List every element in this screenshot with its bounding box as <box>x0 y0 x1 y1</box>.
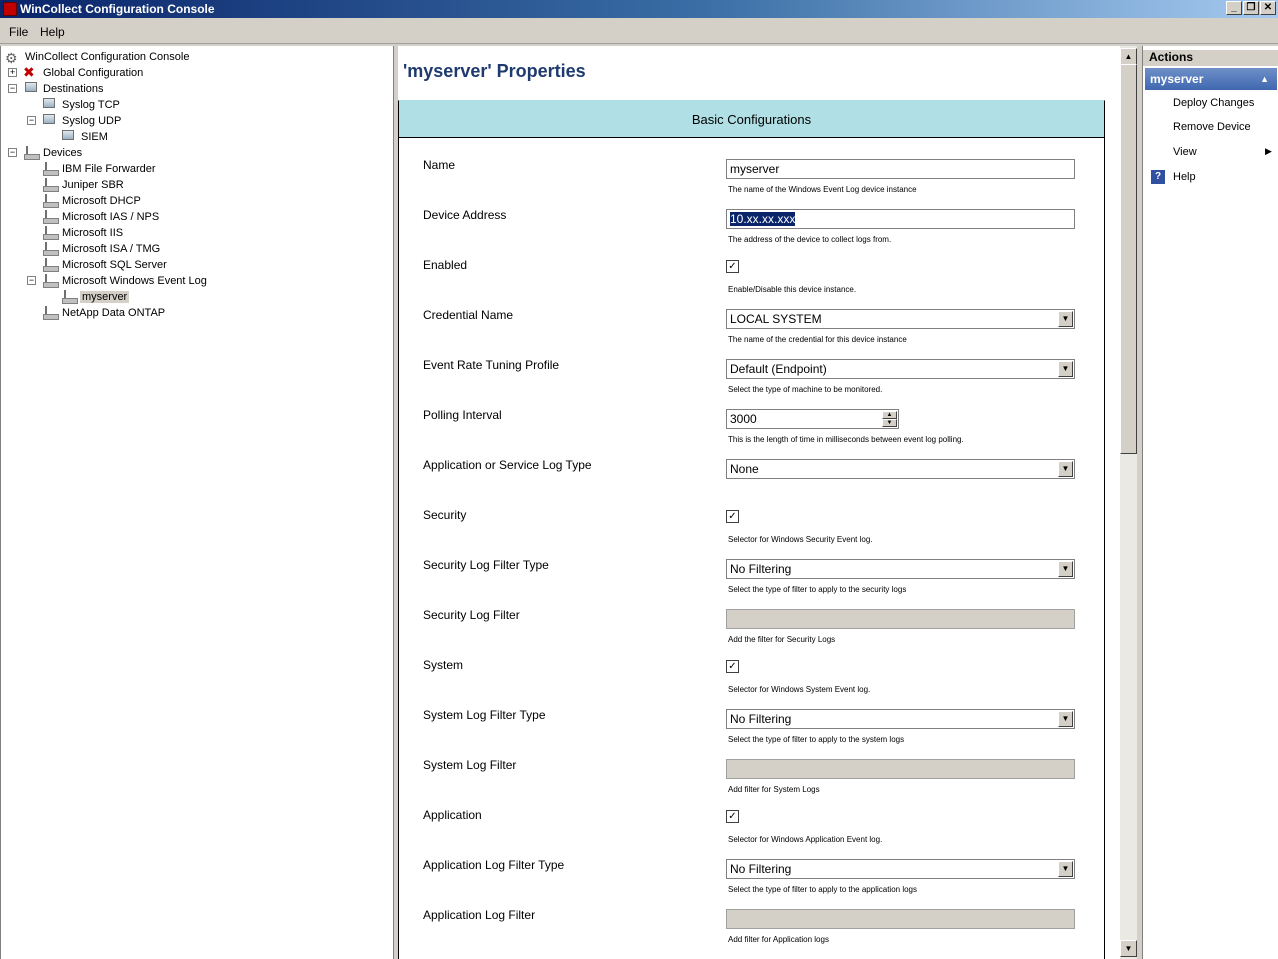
polling-stepper[interactable] <box>726 409 899 429</box>
spin-down-icon[interactable]: ▼ <box>882 419 897 427</box>
device-icon <box>43 210 59 224</box>
system-checkbox[interactable]: ✓ <box>726 660 739 673</box>
polling-value: 3000 <box>730 412 757 426</box>
enabled-label: Enabled <box>423 258 468 272</box>
properties-panel <box>398 46 1120 959</box>
polling-label: Polling Interval <box>423 408 502 422</box>
security-label: Security <box>423 508 467 522</box>
security-filter-type-label: Security Log Filter Type <box>423 558 549 572</box>
security-filter-type-select[interactable] <box>726 559 1075 579</box>
collapse-icon[interactable]: − <box>9 147 16 157</box>
page-title: 'myserver' Properties <box>403 61 586 81</box>
polling-help: This is the length of time in milliseconds between event log polling. <box>728 435 964 444</box>
application-filter-help: Add filter for Application logs <box>728 935 829 944</box>
view-action[interactable]: View <box>1173 146 1197 158</box>
collapse-icon[interactable]: − <box>9 83 16 93</box>
device-icon <box>43 242 59 256</box>
credential-help: The name of the credential for this device instance <box>728 335 907 344</box>
application-filter-input[interactable] <box>726 909 1075 929</box>
monitor-icon <box>43 98 55 108</box>
application-checkbox[interactable]: ✓ <box>726 810 739 823</box>
section-header: Basic Configurations <box>398 100 1105 138</box>
actions-subheader-label: myserver <box>1150 72 1204 86</box>
enabled-checkbox[interactable]: ✓ <box>726 260 739 273</box>
spin-buttons[interactable] <box>882 411 897 427</box>
credential-value: LOCAL SYSTEM <box>730 312 822 326</box>
submenu-arrow-icon: ▶ <box>1265 146 1272 156</box>
chevron-down-icon[interactable]: ▼ <box>1058 311 1073 327</box>
system-label: System <box>423 658 464 672</box>
security-filter-type-value: No Filtering <box>730 562 792 576</box>
device-icon <box>43 162 59 176</box>
spin-up-icon[interactable]: ▲ <box>882 411 897 419</box>
application-filter-type-label: Application Log Filter Type <box>423 858 565 872</box>
chevron-down-icon[interactable]: ▼ <box>1058 711 1073 727</box>
chevron-down-icon[interactable]: ▼ <box>1058 861 1073 877</box>
menu-file[interactable]: File <box>9 25 29 39</box>
gear-icon: ⚙ <box>5 50 18 66</box>
security-help: Selector for Windows Security Event log. <box>728 535 873 544</box>
scroll-thumb[interactable] <box>1120 64 1137 454</box>
help-icon: ? <box>1151 170 1165 184</box>
enabled-help: Enable/Disable this device instance. <box>728 285 857 294</box>
tuning-label: Event Rate Tuning Profile <box>423 358 560 372</box>
app-service-value: None <box>730 462 759 476</box>
security-filter-input[interactable] <box>726 609 1075 629</box>
help-action[interactable]: Help <box>1173 171 1196 183</box>
application-filter-type-value: No Filtering <box>730 862 792 876</box>
menu-bar <box>0 20 1278 44</box>
device-icon <box>24 146 40 160</box>
device-icon <box>62 290 78 304</box>
restore-button[interactable]: ❐ <box>1243 1 1259 15</box>
system-filter-type-help: Select the type of filter to apply to the system logs <box>728 735 905 744</box>
system-filter-help: Add filter for System Logs <box>728 785 820 794</box>
minimize-button[interactable]: _ <box>1226 1 1242 15</box>
system-help: Selector for Windows System Event log. <box>728 685 871 694</box>
expand-icon[interactable]: + <box>9 67 16 77</box>
monitor-icon <box>43 114 55 124</box>
actions-subheader[interactable] <box>1145 68 1277 90</box>
device-icon <box>43 274 59 288</box>
system-filter-label: System Log Filter <box>423 758 517 772</box>
application-help: Selector for Windows Application Event log. <box>728 835 883 844</box>
window-title: WinCollect Configuration Console <box>20 2 215 16</box>
application-filter-type-help: Select the type of filter to apply to the application logs <box>728 885 918 894</box>
close-button[interactable]: ✕ <box>1260 1 1276 15</box>
chevron-down-icon[interactable]: ▼ <box>1058 561 1073 577</box>
monitor-icon <box>62 130 74 140</box>
title-bar <box>0 0 1278 18</box>
tuning-select[interactable] <box>726 359 1075 379</box>
scroll-down-icon[interactable]: ▼ <box>1120 940 1137 957</box>
system-filter-type-value: No Filtering <box>730 712 792 726</box>
collapse-icon[interactable]: − <box>28 115 35 125</box>
application-label: Application <box>423 808 482 822</box>
name-label: Name <box>423 158 456 172</box>
device-icon <box>43 258 59 272</box>
security-filter-type-help: Select the type of filter to apply to the security logs <box>728 585 907 594</box>
tuning-value: Default (Endpoint) <box>730 362 827 376</box>
monitor-icon <box>25 82 37 92</box>
collapse-icon[interactable]: − <box>28 275 35 285</box>
device-icon <box>43 178 59 192</box>
system-filter-input[interactable] <box>726 759 1075 779</box>
device-icon <box>43 306 59 320</box>
name-input[interactable]: myserver <box>726 159 1075 179</box>
system-filter-type-select[interactable] <box>726 709 1075 729</box>
security-filter-help: Add the filter for Security Logs <box>728 635 836 644</box>
application-filter-type-select[interactable] <box>726 859 1075 879</box>
menu-help[interactable]: Help <box>40 25 65 39</box>
name-help: The name of the Windows Event Log device instance <box>728 185 917 194</box>
device-address-help: The address of the device to collect logs from. <box>728 235 892 244</box>
application-filter-label: Application Log Filter <box>423 908 536 922</box>
security-filter-label: Security Log Filter <box>423 608 520 622</box>
tree-panel: ⚙ WinCollect Configuration Console + ✖ Global Configuration − Destinations Syslog TCP − Syslog UDP SIEM − Devices IBM File Forwarder Juniper SBR Microsoft DHCP Microsoft IAS / NPS Microsoft IIS Microsoft ISA / TMG Microsoft SQL Server − Microsoft Windows Event Log myserver NetApp Data ONTAP <box>0 46 394 959</box>
device-address-label: Device Address <box>423 208 507 222</box>
security-checkbox[interactable]: ✓ <box>726 510 739 523</box>
device-address-value: 10.xx.xx.xxx <box>730 212 796 226</box>
chevron-down-icon[interactable]: ▼ <box>1058 461 1073 477</box>
tuning-help: Select the type of machine to be monitored. <box>728 385 883 394</box>
deploy-changes-action[interactable]: Deploy Changes <box>1173 97 1255 109</box>
credential-select[interactable] <box>726 309 1075 329</box>
app-service-label: Application or Service Log Type <box>423 458 592 472</box>
tools-icon: ✖ <box>23 64 35 80</box>
device-address-input[interactable] <box>726 209 1075 229</box>
actions-header: Actions <box>1143 50 1278 66</box>
app-service-select[interactable] <box>726 459 1075 479</box>
device-icon <box>43 226 59 240</box>
collapse-caret-icon[interactable]: ▲ <box>1260 74 1269 84</box>
vertical-scrollbar[interactable] <box>1120 46 1137 959</box>
scroll-up-icon[interactable]: ▲ <box>1120 48 1137 65</box>
actions-panel <box>1142 46 1278 959</box>
device-icon <box>43 194 59 208</box>
remove-device-action[interactable]: Remove Device <box>1173 121 1251 133</box>
system-filter-type-label: System Log Filter Type <box>423 708 546 722</box>
app-icon <box>3 2 17 16</box>
chevron-down-icon[interactable]: ▼ <box>1058 361 1073 377</box>
form-area <box>398 138 1105 959</box>
credential-label: Credential Name <box>423 308 514 322</box>
